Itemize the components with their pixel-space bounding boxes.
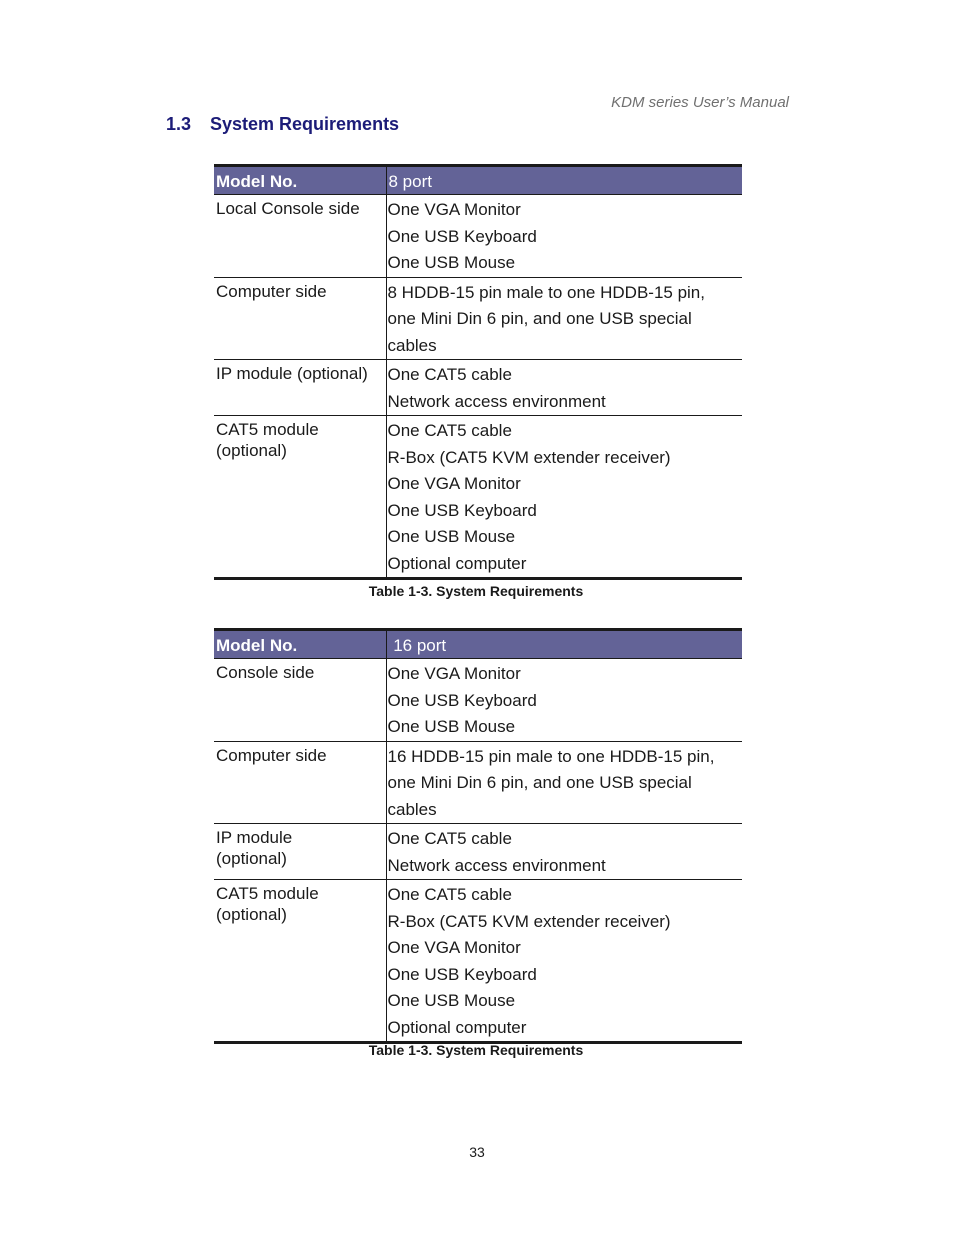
row-value xyxy=(386,277,742,360)
row-value-line: One CAT5 cable xyxy=(387,885,512,904)
page-number: 33 xyxy=(469,1144,485,1160)
row-label-line: CAT5 module xyxy=(216,884,319,903)
row-label xyxy=(214,277,386,360)
header-port-count: 16 port xyxy=(386,630,742,659)
row-value-line: One VGA Monitor xyxy=(387,474,521,493)
row-value-line: 8 HDDB-15 pin male to one HDDB-15 pin, xyxy=(387,282,705,302)
row-value-line: One USB Keyboard xyxy=(387,226,537,246)
table-header-row xyxy=(214,630,742,659)
table-row xyxy=(214,416,742,579)
table-body xyxy=(214,659,742,1043)
table-row xyxy=(214,880,742,1043)
requirements-table-8-port xyxy=(214,164,742,580)
row-label-line: IP module (optional) xyxy=(216,364,368,383)
row-value-line: one Mini Din 6 pin, and one USB special xyxy=(387,773,692,792)
row-value-line: One CAT5 cable xyxy=(387,421,512,440)
row-value-line: One USB Keyboard xyxy=(387,690,537,710)
section-number: 1.3 xyxy=(166,114,192,134)
row-label xyxy=(214,880,386,1043)
row-label-line: (optional) xyxy=(216,441,287,460)
row-label-line: CAT5 module xyxy=(216,420,319,439)
row-value-line: One USB Mouse xyxy=(387,527,516,546)
row-value-line: one Mini Din 6 pin, and one USB special xyxy=(387,309,692,328)
row-value-line: One USB Mouse xyxy=(387,717,516,736)
header-model-no: Model No. xyxy=(214,166,386,195)
row-label xyxy=(214,360,386,416)
row-value xyxy=(386,741,742,824)
table-caption: Table 1-3. System Requirements xyxy=(368,1042,584,1058)
row-value-line: One VGA Monitor xyxy=(387,938,521,957)
row-label xyxy=(214,416,386,579)
table-row xyxy=(214,360,742,416)
row-value-line: 16 HDDB-15 pin male to one HDDB-15 pin, xyxy=(387,746,715,766)
table-row xyxy=(214,277,742,360)
table-row xyxy=(214,741,742,824)
row-value xyxy=(386,360,742,416)
row-value xyxy=(386,659,742,742)
row-value-line: One VGA Monitor xyxy=(387,200,521,219)
running-header: KDM series User’s Manual xyxy=(611,94,789,111)
row-label xyxy=(214,824,386,880)
table-row xyxy=(214,659,742,742)
section-title: System Requirements xyxy=(210,114,400,134)
row-value xyxy=(386,880,742,1043)
row-value-line: cables xyxy=(387,799,437,819)
row-label-line: Console side xyxy=(216,663,315,682)
row-label-line: Computer side xyxy=(216,745,327,765)
row-value xyxy=(386,195,742,278)
table-header-row xyxy=(214,166,742,195)
row-label-line: (optional) xyxy=(216,849,287,868)
requirements-table-16-port xyxy=(214,628,742,1044)
row-value-line: One USB Mouse xyxy=(387,253,516,272)
header-model-no: Model No. xyxy=(214,630,386,659)
row-value-line: One CAT5 cable xyxy=(387,829,512,848)
row-label-line: (optional) xyxy=(216,905,287,924)
table-row xyxy=(214,824,742,880)
row-value-line: Network access environment xyxy=(387,391,606,411)
table-row xyxy=(214,195,742,278)
row-label-line: Local Console side xyxy=(216,199,360,218)
table-caption: Table 1-3. System Requirements xyxy=(368,583,584,599)
row-label xyxy=(214,741,386,824)
table-body xyxy=(214,195,742,579)
row-value-line: Network access environment xyxy=(387,855,606,875)
row-value-line: One VGA Monitor xyxy=(387,664,521,683)
row-value-line: One CAT5 cable xyxy=(387,365,512,384)
row-value-line: Optional computer xyxy=(387,553,527,573)
row-value-line: One USB Mouse xyxy=(387,991,516,1010)
row-value xyxy=(386,824,742,880)
section-heading xyxy=(166,114,399,135)
row-label-line: IP module xyxy=(216,828,293,847)
row-label xyxy=(214,659,386,742)
row-value-line: Optional computer xyxy=(387,1017,527,1037)
row-value-line: cables xyxy=(387,335,437,355)
header-port-count: 8 port xyxy=(386,166,742,195)
row-value-line: R-Box (CAT5 KVM extender receiver) xyxy=(387,447,671,467)
row-label xyxy=(214,195,386,278)
row-value-line: One USB Keyboard xyxy=(387,500,537,520)
row-value xyxy=(386,416,742,579)
row-value-line: One USB Keyboard xyxy=(387,964,537,984)
row-value-line: R-Box (CAT5 KVM extender receiver) xyxy=(387,911,671,931)
row-label-line: Computer side xyxy=(216,281,327,301)
